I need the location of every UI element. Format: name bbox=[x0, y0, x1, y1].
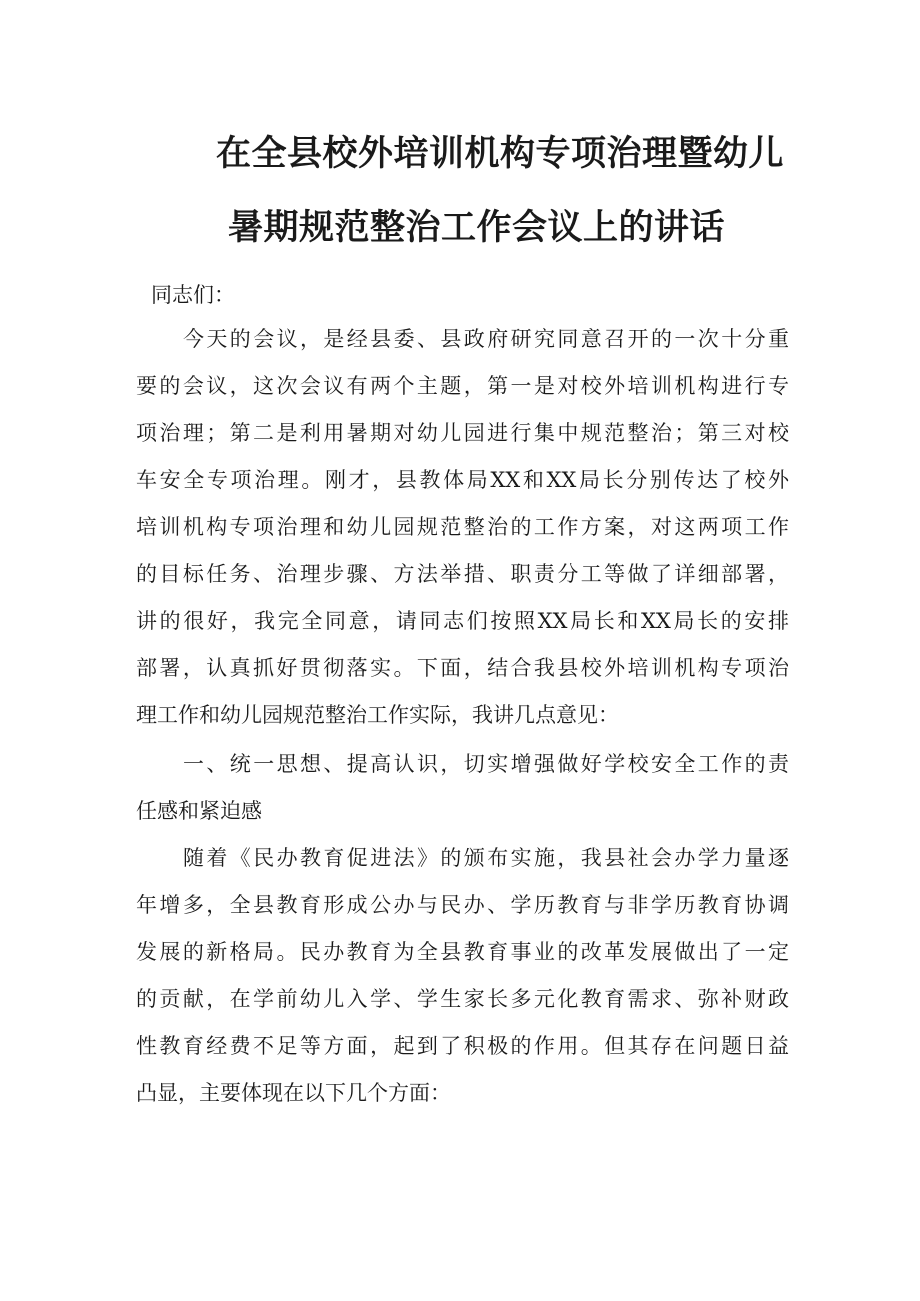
section-1-heading-line: 任感和紧迫感 bbox=[136, 799, 262, 823]
paragraph-1-line: 讲的很好，我完全同意，请同志们按照XX局长和XX局长的安排 bbox=[136, 609, 789, 633]
paragraph-1-line: 的目标任务、治理步骤、方法举措、职责分工等做了详细部署， bbox=[136, 562, 789, 586]
paragraph-1-line: 要的会议，这次会议有两个主题，第一是对校外培训机构进行专 bbox=[136, 374, 789, 398]
paragraph-2-line: 年增多，全县教育形成公办与民办、学历教育与非学历教育协调 bbox=[136, 893, 789, 917]
paragraph-1-line: 理工作和幼儿园规范整治工作实际，我讲几点意见： bbox=[136, 703, 619, 727]
paragraph-2-line: 的贡献，在学前幼儿入学、学生家长多元化教育需求、弥补财政 bbox=[136, 987, 789, 1011]
document-title-line-1: 在全县校外培训机构专项治理暨幼儿 bbox=[216, 134, 785, 174]
paragraph-1-line: 培训机构专项治理和幼儿园规范整治的工作方案，对这两项工作 bbox=[136, 515, 789, 539]
paragraph-1-line: 项治理；第二是利用暑期对幼儿园进行集中规范整治；第三对校 bbox=[136, 421, 789, 445]
paragraph-1-line: 部署，认真抓好贯彻落实。下面，结合我县校外培训机构专项治 bbox=[136, 656, 789, 680]
paragraph-2-line: 性教育经费不足等方面，起到了积极的作用。但其存在问题日益 bbox=[136, 1034, 789, 1058]
paragraph-2-line: 发展的新格局。民办教育为全县教育事业的改革发展做出了一定 bbox=[136, 940, 789, 964]
paragraph-2-line: 随着《民办教育促进法》的颁布实施，我县社会办学力量逐 bbox=[183, 846, 789, 870]
paragraph-1-line: 车安全专项治理。刚才，县教体局XX和XX局长分别传达了校外 bbox=[136, 468, 789, 492]
document-title-line-2: 暑期规范整治工作会议上的讲话 bbox=[228, 208, 726, 248]
paragraph-2-line: 凸显，主要体现在以下几个方面： bbox=[136, 1081, 451, 1105]
paragraph-1-line: 今天的会议，是经县委、县政府研究同意召开的一次十分重 bbox=[183, 327, 789, 351]
salutation: 同志们： bbox=[151, 283, 235, 307]
section-1-heading-line: 一、统一思想、提高认识，切实增强做好学校安全工作的责 bbox=[183, 752, 789, 776]
